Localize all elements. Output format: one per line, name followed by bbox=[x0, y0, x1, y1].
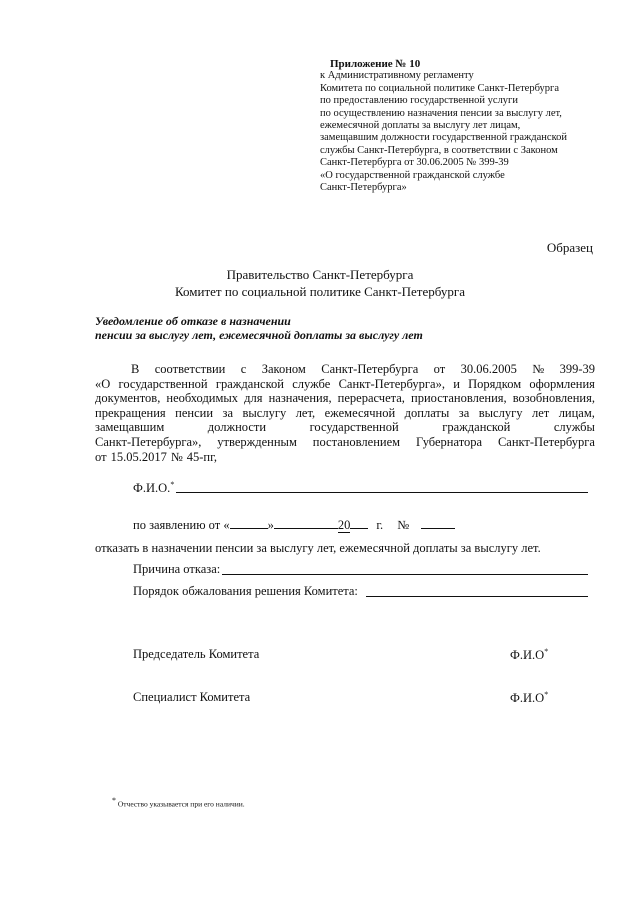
paragraph-word: пенсии bbox=[175, 405, 214, 420]
committee-name: Комитет по социальной политике Санкт-Петербурга bbox=[175, 284, 465, 299]
paragraph-word: государственной bbox=[309, 420, 399, 435]
annex-title: Приложение № 10 bbox=[330, 58, 421, 70]
paragraph-word: замещавшим bbox=[95, 420, 165, 435]
paragraph-word: Санкт-Петербурга», bbox=[338, 376, 445, 391]
paragraph-word: 15.05.2017 bbox=[110, 449, 167, 464]
fio-input-line[interactable] bbox=[176, 492, 588, 493]
refuse-text: отказать в назначении пенсии за выслугу лет, ежемесячной доплаты за выслугу лет. bbox=[95, 541, 541, 555]
annex-header bbox=[320, 58, 620, 194]
annex-line: к Административному регламенту bbox=[320, 70, 474, 82]
annex-line: Санкт-Петербурга» bbox=[320, 182, 407, 194]
paragraph-word: с bbox=[240, 362, 247, 376]
paragraph-word: «О bbox=[95, 376, 111, 391]
paragraph-word: соответствии bbox=[154, 362, 226, 376]
year-suffix: г. bbox=[376, 518, 384, 532]
paragraph-word: Губернатора bbox=[415, 434, 483, 449]
paragraph-word: доплаты bbox=[404, 405, 450, 420]
annex-line: «О государственной гражданской службе bbox=[320, 169, 505, 181]
notice-title-line: Уведомление об отказе в назначении bbox=[95, 314, 291, 328]
government-name: Правительство Санкт-Петербурга bbox=[226, 267, 414, 282]
paragraph-word: назначения, bbox=[268, 391, 332, 406]
paragraph-word: приостановления, bbox=[411, 391, 507, 406]
paragraph-word: от bbox=[95, 449, 107, 464]
annex-line: службы Санкт-Петербурга, в соответствии с Законом bbox=[320, 144, 558, 156]
annex-line: Санкт-Петербурга от 30.06.2005 № 399-39 bbox=[320, 157, 509, 169]
specialist-fio-label: Ф.И.О bbox=[510, 691, 545, 706]
paragraph-word: Санкт-Петербурга», bbox=[95, 434, 202, 449]
appeal-input-line[interactable] bbox=[366, 596, 588, 597]
fio-label: Ф.И.О. bbox=[133, 481, 171, 496]
annex-line: по осуществлению назначения пенсии за выслугу лет, bbox=[320, 107, 562, 119]
paragraph-line bbox=[95, 450, 595, 465]
paragraph-line bbox=[95, 377, 595, 392]
number-input-line[interactable] bbox=[421, 528, 455, 529]
paragraph-word: и bbox=[453, 376, 460, 391]
fio-row bbox=[133, 480, 174, 496]
paragraph-word: лет bbox=[531, 405, 550, 420]
paragraph-word: для bbox=[244, 391, 263, 406]
paragraph-word: 45-пг, bbox=[186, 449, 217, 464]
month-input-line[interactable] bbox=[274, 528, 338, 529]
paragraph-word: службы bbox=[553, 420, 595, 435]
close-quote: » bbox=[267, 518, 274, 532]
reason-input-line[interactable] bbox=[222, 574, 588, 575]
paragraph-word: государственной bbox=[118, 376, 208, 391]
paragraph-word: возобновления, bbox=[512, 391, 595, 406]
annex-line: по предоставлению государственной услуги bbox=[320, 95, 518, 107]
paragraph-word: гражданской bbox=[215, 376, 284, 391]
paragraph-word: 30.06.2005 bbox=[460, 362, 517, 376]
paragraph-word: необходимых bbox=[166, 391, 239, 406]
asterisk-mark: * bbox=[170, 480, 175, 489]
paragraph-word: от bbox=[433, 362, 446, 376]
asterisk-mark: * bbox=[112, 796, 116, 805]
footnote bbox=[112, 796, 245, 809]
day-input-line[interactable] bbox=[230, 528, 268, 529]
asterisk-mark: * bbox=[544, 647, 549, 656]
paragraph-word: за bbox=[458, 405, 470, 420]
year-prefix: 20 bbox=[337, 518, 351, 532]
paragraph-word: лицам, bbox=[558, 405, 595, 420]
appeal-label: Порядок обжалования решения Комитета: bbox=[133, 584, 358, 598]
paragraph-word: В bbox=[131, 362, 140, 376]
chairman-fio-label: Ф.И.О bbox=[510, 648, 545, 663]
application-row bbox=[133, 518, 455, 533]
year-input-line[interactable] bbox=[350, 528, 368, 529]
notice-title-line: пенсии за выслугу лет, ежемесячной доплаты за выслугу лет bbox=[95, 328, 423, 342]
annex-line: замещавшим должности государственной гражданской bbox=[320, 132, 568, 144]
reason-label: Причина отказа: bbox=[133, 562, 221, 576]
paragraph-line bbox=[95, 391, 595, 406]
paragraph-word: службе bbox=[292, 376, 331, 391]
sample-label: Образец bbox=[546, 240, 593, 255]
body-paragraph bbox=[95, 362, 595, 464]
paragraph-word: лет, bbox=[295, 405, 316, 420]
paragraph-word: № bbox=[170, 449, 183, 464]
paragraph-word: гражданской bbox=[442, 420, 511, 435]
paragraph-word: постановлением bbox=[312, 434, 401, 449]
specialist-fio bbox=[510, 690, 548, 706]
paragraph-word: Санкт-Петербурга bbox=[321, 362, 419, 376]
asterisk-mark: * bbox=[544, 690, 549, 699]
annex-line: Комитета по социальной политике Санкт-Петербурга bbox=[320, 82, 559, 94]
paragraph-line bbox=[95, 435, 595, 450]
paragraph-word: документов, bbox=[95, 391, 161, 406]
paragraph-word: выслугу bbox=[478, 405, 523, 420]
paragraph-word: № bbox=[532, 362, 545, 376]
paragraph-word: выслугу bbox=[242, 405, 287, 420]
paragraph-word: Санкт-Петербурга bbox=[497, 434, 595, 449]
paragraph-word: оформления bbox=[529, 376, 595, 391]
number-sign: № bbox=[397, 518, 410, 532]
paragraph-word: прекращения bbox=[95, 405, 166, 420]
chairman-fio bbox=[510, 647, 548, 663]
annex-line: ежемесячной доплаты за выслугу лет лицам, bbox=[320, 120, 521, 132]
paragraph-line bbox=[95, 406, 595, 421]
paragraph-word: за bbox=[222, 405, 233, 420]
chairman-role: Председатель Комитета bbox=[133, 647, 260, 661]
specialist-role: Специалист Комитета bbox=[133, 690, 251, 704]
paragraph-word: 399-39 bbox=[559, 362, 595, 376]
paragraph-word: перерасчета, bbox=[337, 391, 405, 406]
paragraph-line bbox=[95, 420, 595, 435]
footnote-text: Отчество указывается при его наличии. bbox=[117, 799, 245, 809]
notice-title bbox=[95, 314, 555, 342]
application-prefix: по заявлению от « bbox=[133, 518, 230, 532]
paragraph-word: ежемесячной bbox=[324, 405, 396, 420]
paragraph-line bbox=[95, 362, 595, 377]
paragraph-word: должности bbox=[207, 420, 267, 435]
paragraph-word: утвержденным bbox=[217, 434, 297, 449]
paragraph-word: Порядком bbox=[468, 376, 522, 391]
paragraph-word: Законом bbox=[261, 362, 306, 376]
